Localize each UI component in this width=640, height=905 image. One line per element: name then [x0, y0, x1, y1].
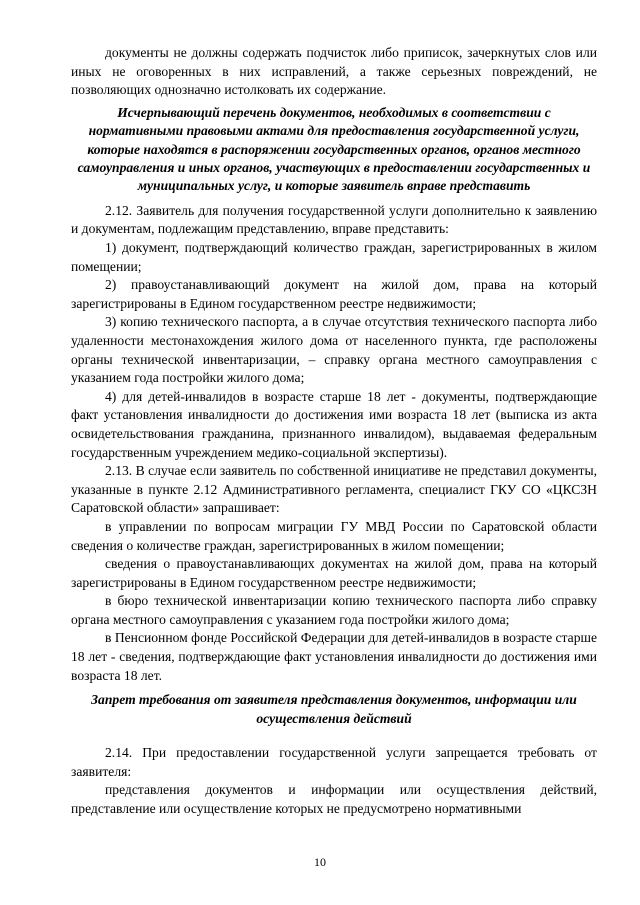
page-number: 10	[314, 855, 326, 869]
paragraph-2-12-intro: 2.12. Заявитель для получения государственной услуги дополнительно к заявлению и документам, подлежащим представлению, вправе представить:	[71, 202, 597, 237]
top-paragraph: документы не должны содержать подчисток либо приписок, зачеркнутых слов или иных не оговоренных в них исправлений, а также серьезных повреждений, не позволяющих однозначно истолковать их содержание.	[71, 45, 597, 98]
list-item: в Пенсионном фонде Российской Федерации для детей-инвалидов в возрасте старше 18 лет - сведения, подтверждающие факт установления инвалидности до достижения ими возраста 18 лет.	[71, 630, 597, 683]
list-item: 2) правоустанавливающий документ на жилой дом, права на который зарегистрированы в Едином государственном реестре недвижимости;	[71, 277, 597, 311]
list-item: 3) копию технического паспорта, а в случае отсутствия технического паспорта либо удаленности местонахождения жилого дома от населенного пункта, где расположены органы технической инвентаризации, – справку органа местного самоуправления с указанием года постройки жилого дома;	[71, 314, 597, 386]
paragraph-2-14-intro: 2.14. При предоставлении государственной услуги запрещается требовать от заявителя:	[71, 745, 597, 779]
list-item: представления документов и информации или осуществления действий, представление или осуществление которых не предусмотрено нормативными	[71, 782, 597, 816]
list-item: 4) для детей-инвалидов в возрасте старше 18 лет - документы, подтверждающие факт установления инвалидности до достижения ими возраста 18 лет (выписка из акта освидетельствования гражданина, признанного инвалидом), выдаваемая федеральным государственным учреждением медико-социальной экспертизы).	[71, 388, 597, 460]
list-item: сведения о правоустанавливающих документах на жилой дом, права на который зарегистрированы в Едином государственном реестре недвижимости;	[71, 556, 597, 590]
paragraph-2-13-intro: 2.13. В случае если заявитель по собственной инициативе не представил документы, указанные в пункте 2.12 Административного регламента, специалист ГКУ СО «ЦКСЗН Саратовской области» запрашивает:	[71, 463, 597, 516]
section-heading-prohibition: Запрет требования от заявителя представления документов, информации или осуществления действий	[91, 692, 577, 726]
list-item: в управлении по вопросам миграции ГУ МВД России по Саратовской области сведения о количестве граждан, зарегистрированных в жилом помещении;	[71, 518, 597, 553]
list-item: 1) документ, подтверждающий количество граждан, зарегистрированных в жилом помещении;	[71, 240, 597, 274]
section-heading-documents-list: Исчерпывающий перечень документов, необходимых в соответствии с нормативными правовыми актами для предоставления государственной услуги, которые находятся в распоряжении государственных органов, органов местного самоуправления и иных органов, участвующих в предоставлении государственных и муниципальных услуг, и которые заявитель вправе представить	[77, 104, 591, 194]
list-item: в бюро технической инвентаризации копию технического паспорта либо справку органа местного самоуправления с указанием года постройки жилого дома;	[71, 593, 597, 627]
document-page	[71, 44, 597, 818]
